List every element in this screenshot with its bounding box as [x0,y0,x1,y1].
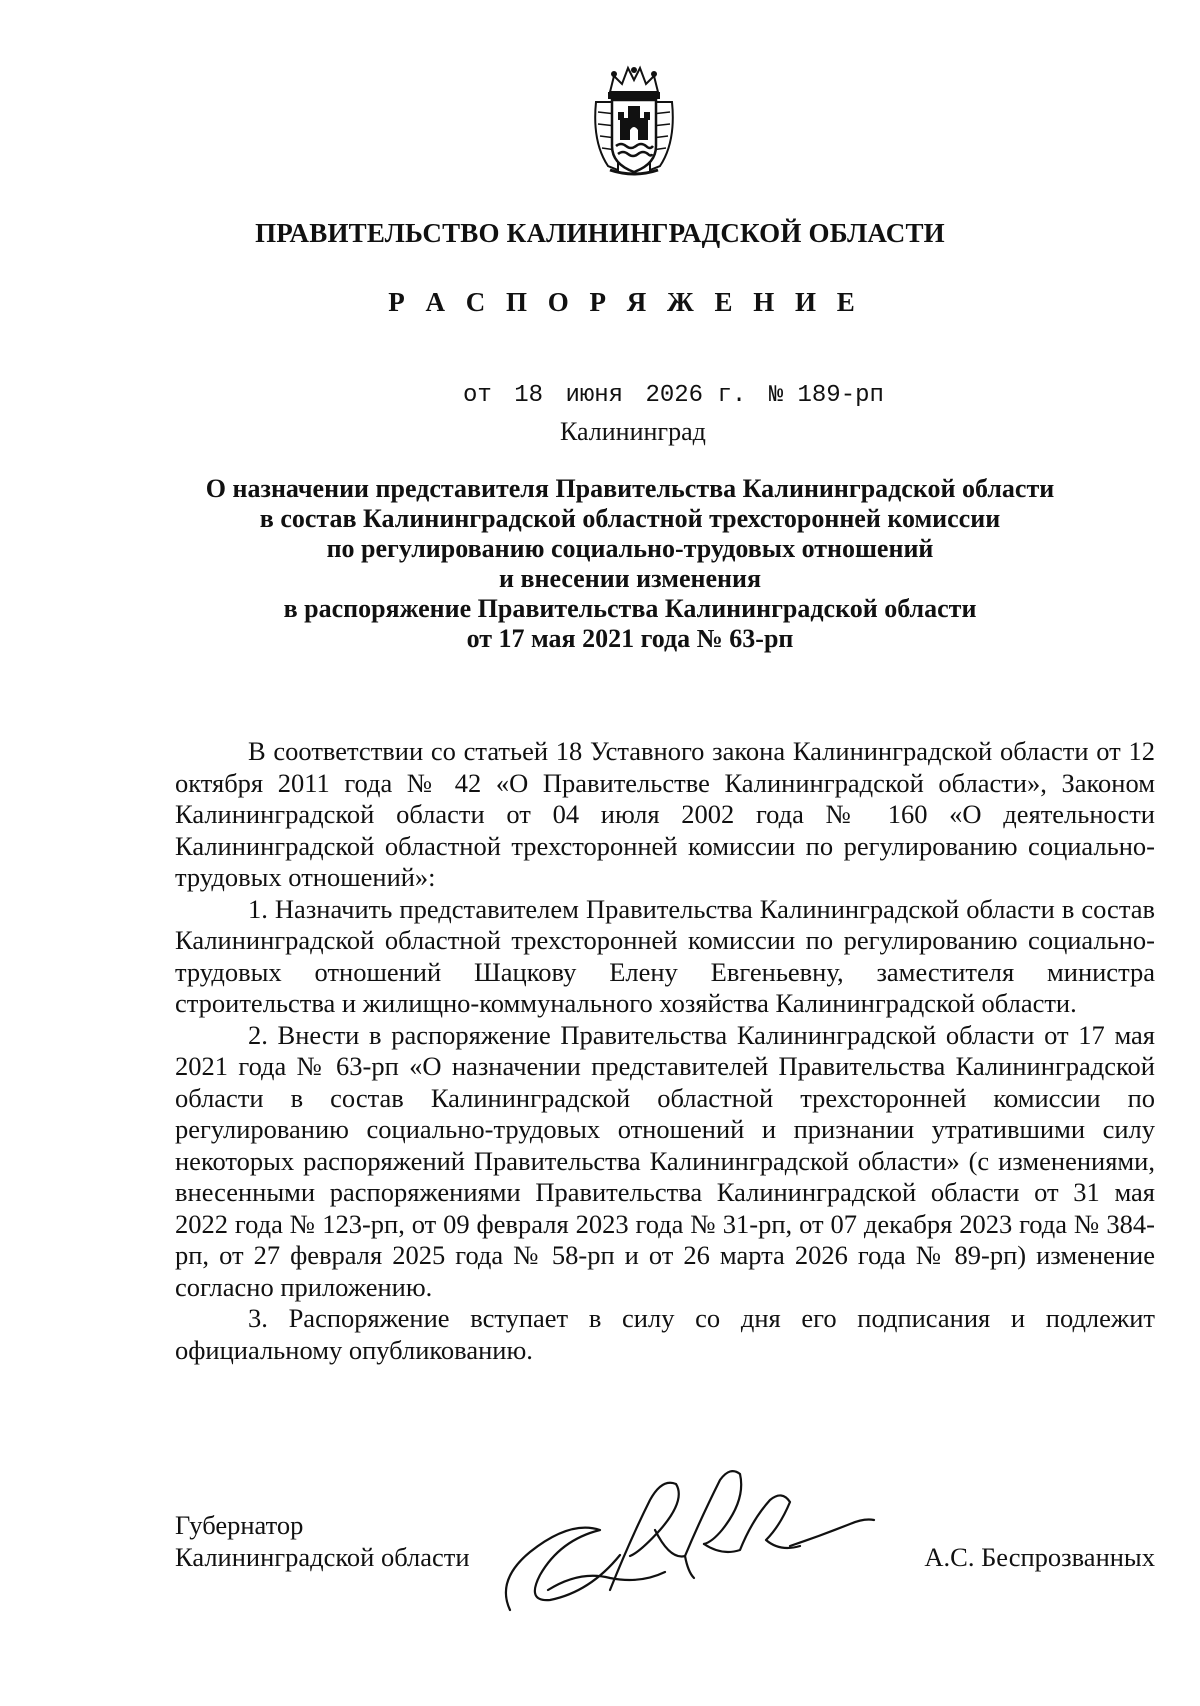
document-heading [150,474,1110,654]
heading-line: и внесении изменения [498,564,762,593]
kaliningrad-coat-of-arms-icon [588,62,680,178]
heading-line: в распоряжение Правительства Калининградской области [283,594,977,623]
date-year: 2026 г. [645,382,747,409]
date-day: 18 [514,382,544,409]
date-month: июня [565,382,624,409]
preamble-paragraph: В соответствии со статьей 18 Уставного закона Калининградской области от 12 октября 2011 года № 42 «О Правительстве Калининградской области», Законом Калининградской области от 04 июля 2002 года № 160 «О деятельности Калининградской областной трехсторонней комиссии по регулированию социально-трудовых отношений»: [175,736,1155,892]
city: Калининград [560,417,706,446]
document-body [175,736,1155,1366]
heading-line: от 17 мая 2021 года № 63-рп [466,624,794,653]
organization-title: ПРАВИТЕЛЬСТВО КАЛИНИНГРАДСКОЙ ОБЛАСТИ [255,218,945,248]
item-2-paragraph: 2. Внести в распоряжение Правительства Калининградской области от 17 мая 2021 года № 63-рп «О назначении представителей Правительства Калининградской области в состав Калининградской областной трехсторонней комиссии по регулированию социально-трудовых отношений и признании утратившими силу некоторых распоряжений Правительства Калининградской области» (с изменениями, внесенными распоряжениями Правительства Калининградской области от 31 мая 2022 года № 123-рп, от 09 февраля 2023 года № 31-рп, от 07 декабря 2023 года № 384-рп, от 27 февраля 2025 года № 58-рп и от 26 марта 2026 года № 89-рп) изменение согласно приложению. [175,1019,1155,1302]
document-number: № 189-рп [768,382,884,409]
registration-line [463,382,883,409]
document-type: Р А С П О Р Я Ж Е Н И Е [388,287,862,317]
handwritten-signature-icon [490,1460,880,1620]
heading-line: в состав Калининградской областной трехсторонней комиссии [259,504,1001,533]
date-prefix: от [463,382,492,409]
signatory-position-line-2: Калининградской области [175,1542,470,1572]
heading-line: по регулированию социально-трудовых отношений [326,534,934,563]
signatory-position-line-1: Губернатор [175,1510,304,1540]
heading-line: О назначении представителя Правительства Калининградской области [205,474,1055,503]
item-1-paragraph: 1. Назначить представителем Правительства Калининградской области в состав Калининградской областной трехсторонней комиссии по регулированию социально-трудовых отношений Шацкову Елену Евгеньевну, заместителя министра строительства и жилищно-коммунального хозяйства Калининградской области. [175,893,1155,1018]
item-3-paragraph: 3. Распоряжение вступает в силу со дня его подписания и подлежит официальному опубликованию. [175,1303,1155,1365]
signatory-name: А.С. Беспрозванных [924,1542,1155,1572]
